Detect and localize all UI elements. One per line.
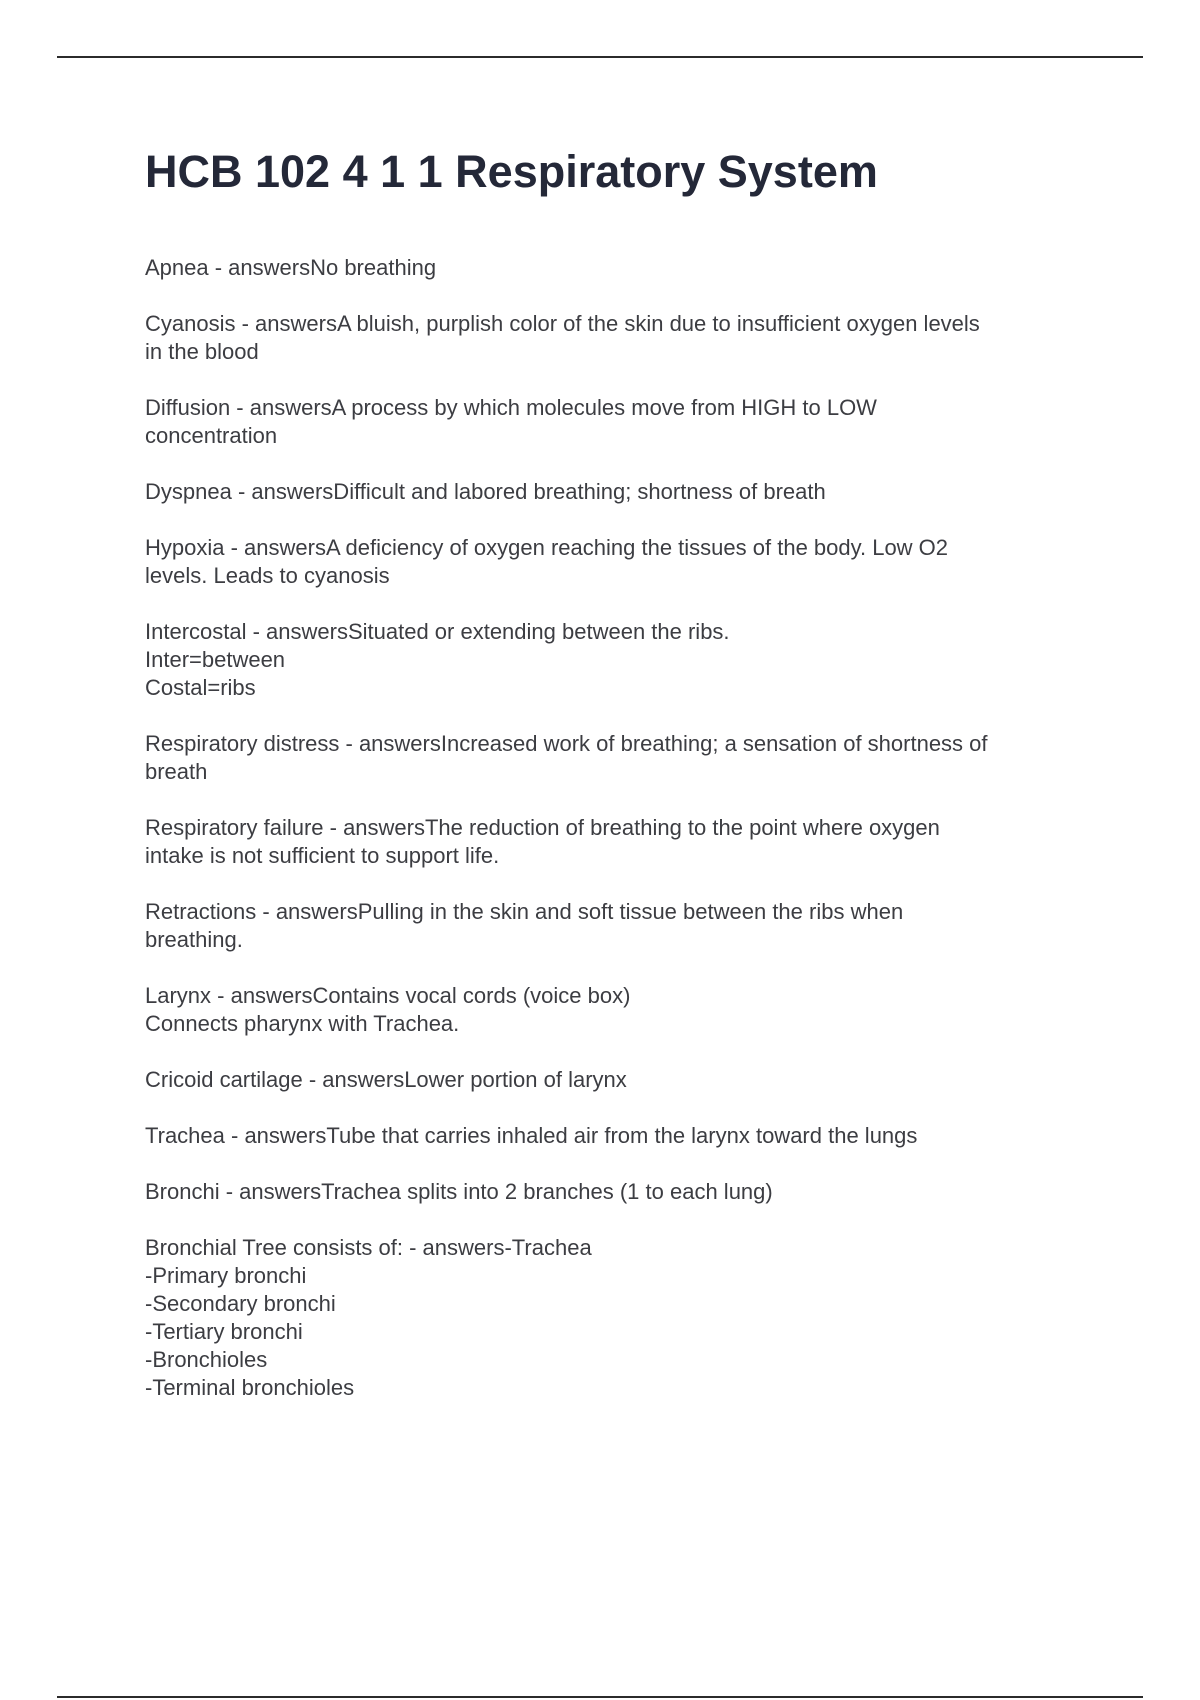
flashcard-entry — [145, 254, 1085, 282]
entry-line: Diffusion - answersA process by which molecules move from HIGH to LOW — [145, 395, 877, 420]
flashcard-entry — [145, 1234, 1085, 1402]
entry-line: -Tertiary bronchi — [145, 1319, 303, 1344]
entry-line: -Secondary bronchi — [145, 1291, 336, 1316]
flashcard-entry — [145, 814, 1085, 870]
top-rule — [57, 56, 1143, 58]
entry-line: concentration — [145, 423, 278, 448]
entry-line: -Terminal bronchioles — [145, 1375, 355, 1400]
entry-line: Retractions - answersPulling in the skin and soft tissue between the ribs when — [145, 899, 904, 924]
entry-line: Costal=ribs — [145, 675, 256, 700]
entry-line: Connects pharynx with Trachea. — [145, 1011, 460, 1036]
document-page — [145, 142, 1085, 1430]
bottom-rule — [57, 1696, 1143, 1698]
entry-line: breath — [145, 759, 208, 784]
flashcard-entry — [145, 730, 1085, 786]
entry-line: Trachea - answersTube that carries inhaled air from the larynx toward the lungs — [145, 1123, 918, 1148]
entry-line: -Primary bronchi — [145, 1263, 307, 1288]
entry-line: -Bronchioles — [145, 1347, 268, 1372]
entry-line: Apnea - answersNo breathing — [145, 255, 437, 280]
flashcard-entry — [145, 1122, 1085, 1150]
entry-line: Hypoxia - answersA deficiency of oxygen reaching the tissues of the body. Low O2 — [145, 535, 949, 560]
flashcard-entry — [145, 1178, 1085, 1206]
entry-list — [145, 254, 1085, 1402]
entry-line: Dyspnea - answersDifficult and labored breathing; shortness of breath — [145, 479, 826, 504]
entry-line: Bronchial Tree consists of: - answers-Trachea — [145, 1235, 592, 1260]
entry-line: Intercostal - answersSituated or extending between the ribs. — [145, 619, 730, 644]
flashcard-entry — [145, 898, 1085, 954]
entry-line: Cricoid cartilage - answersLower portion of larynx — [145, 1067, 627, 1092]
flashcard-entry — [145, 394, 1085, 450]
entry-line: Bronchi - answersTrachea splits into 2 branches (1 to each lung) — [145, 1179, 773, 1204]
entry-line: Respiratory distress - answersIncreased work of breathing; a sensation of shortness of — [145, 731, 988, 756]
flashcard-entry — [145, 1066, 1085, 1094]
entry-line: Cyanosis - answersA bluish, purplish color of the skin due to insufficient oxygen levels — [145, 311, 980, 336]
entry-line: Inter=between — [145, 647, 286, 672]
entry-line: breathing. — [145, 927, 243, 952]
entry-line: levels. Leads to cyanosis — [145, 563, 390, 588]
flashcard-entry — [145, 534, 1085, 590]
entry-line: Larynx - answersContains vocal cords (voice box) — [145, 983, 631, 1008]
flashcard-entry — [145, 310, 1085, 366]
flashcard-entry — [145, 982, 1085, 1038]
document-title: HCB 102 4 1 1 Respiratory System — [145, 146, 878, 197]
entry-line: Respiratory failure - answersThe reduction of breathing to the point where oxygen — [145, 815, 940, 840]
entry-line: in the blood — [145, 339, 259, 364]
flashcard-entry — [145, 618, 1085, 702]
flashcard-entry — [145, 478, 1085, 506]
entry-line: intake is not sufficient to support life. — [145, 843, 500, 868]
